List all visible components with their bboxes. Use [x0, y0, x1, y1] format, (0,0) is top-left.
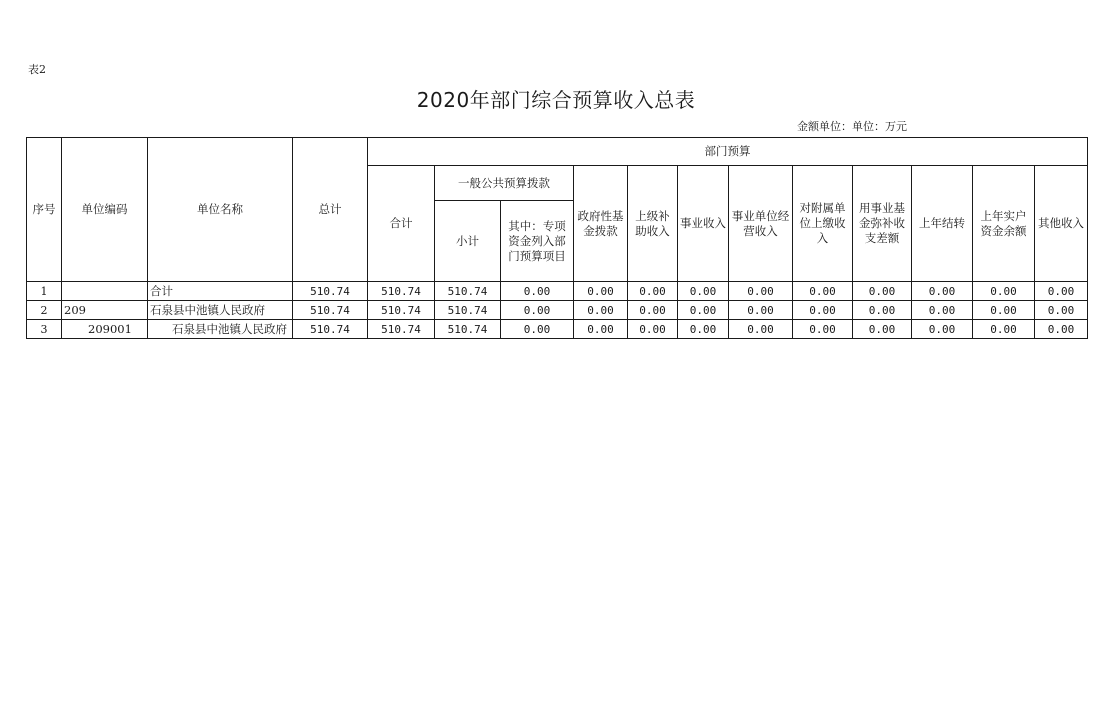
cell-career-income: 0.00: [678, 282, 729, 301]
header-career-fund-offset: 用事业基金弥补收支差额: [853, 166, 912, 282]
header-other-income: 其他收入: [1035, 166, 1088, 282]
header-unit-name: 单位名称: [148, 138, 293, 282]
cell-subtotal: 510.74: [368, 282, 435, 301]
header-seq: 序号: [27, 138, 62, 282]
cell-unit-code: 209001: [62, 320, 148, 339]
cell-gov-fund: 0.00: [574, 301, 628, 320]
cell-unit-name: 合计: [148, 282, 293, 301]
cell-career-operating: 0.00: [729, 320, 793, 339]
cell-seq: 3: [27, 320, 62, 339]
cell-superior-subsidy: 0.00: [628, 320, 678, 339]
cell-total: 510.74: [293, 282, 368, 301]
header-general-public-budget: 一般公共预算拨款: [435, 166, 574, 201]
cell-prior-year: 0.00: [912, 282, 973, 301]
cell-other-income: 0.00: [1035, 282, 1088, 301]
cell-career-fund-offset: 0.00: [853, 301, 912, 320]
cell-career-fund-offset: 0.00: [853, 282, 912, 301]
cell-career-operating: 0.00: [729, 301, 793, 320]
cell-gp-small-total: 510.74: [435, 301, 501, 320]
cell-total: 510.74: [293, 320, 368, 339]
amount-unit-note: 金额单位：单位：万元: [797, 120, 907, 133]
cell-career-income: 0.00: [678, 320, 729, 339]
cell-gov-fund: 0.00: [574, 320, 628, 339]
cell-unit-name: 石泉县中池镇人民政府: [148, 320, 293, 339]
header-affiliated-remit: 对附属单位上缴收入: [793, 166, 853, 282]
cell-seq: 2: [27, 301, 62, 320]
header-career-income: 事业收入: [678, 166, 729, 282]
cell-gp-small-total: 510.74: [435, 320, 501, 339]
cell-subtotal: 510.74: [368, 301, 435, 320]
table-number-label: 表2: [28, 63, 46, 76]
cell-gp-special-funds: 0.00: [501, 320, 574, 339]
cell-gp-small-total: 510.74: [435, 282, 501, 301]
cell-affiliated-remit: 0.00: [793, 320, 853, 339]
header-gp-small-total: 小计: [435, 201, 501, 282]
table-row: [27, 301, 1088, 320]
header-total: 总计: [293, 138, 368, 282]
table-row: [27, 320, 1088, 339]
cell-prior-balance: 0.00: [973, 301, 1035, 320]
cell-career-fund-offset: 0.00: [853, 320, 912, 339]
cell-gov-fund: 0.00: [574, 282, 628, 301]
cell-affiliated-remit: 0.00: [793, 301, 853, 320]
cell-superior-subsidy: 0.00: [628, 282, 678, 301]
cell-unit-code: 209: [62, 301, 148, 320]
cell-unit-code: [62, 282, 148, 301]
header-gp-special-funds: 其中：专项资金列入部门预算项目: [501, 201, 574, 282]
cell-total: 510.74: [293, 301, 368, 320]
cell-other-income: 0.00: [1035, 320, 1088, 339]
budget-income-table: [26, 137, 1088, 339]
header-prior-balance: 上年实户资金余额: [973, 166, 1035, 282]
cell-unit-name: 石泉县中池镇人民政府: [148, 301, 293, 320]
header-prior-year-carryover: 上年结转: [912, 166, 973, 282]
cell-superior-subsidy: 0.00: [628, 301, 678, 320]
cell-gp-special-funds: 0.00: [501, 282, 574, 301]
header-unit-code: 单位编码: [62, 138, 148, 282]
cell-prior-year: 0.00: [912, 320, 973, 339]
cell-prior-year: 0.00: [912, 301, 973, 320]
header-gov-fund: 政府性基金拨款: [574, 166, 628, 282]
cell-subtotal: 510.74: [368, 320, 435, 339]
document-title: 2020年部门综合预算收入总表: [416, 88, 696, 112]
cell-seq: 1: [27, 282, 62, 301]
cell-career-income: 0.00: [678, 301, 729, 320]
cell-prior-balance: 0.00: [973, 282, 1035, 301]
cell-prior-balance: 0.00: [973, 320, 1035, 339]
cell-affiliated-remit: 0.00: [793, 282, 853, 301]
header-career-operating: 事业单位经营收入: [729, 166, 793, 282]
header-superior-subsidy: 上级补助收入: [628, 166, 678, 282]
cell-other-income: 0.00: [1035, 301, 1088, 320]
cell-gp-special-funds: 0.00: [501, 301, 574, 320]
cell-career-operating: 0.00: [729, 282, 793, 301]
header-dept-budget: 部门预算: [368, 138, 1088, 166]
header-subtotal: 合计: [368, 166, 435, 282]
table-row: [27, 282, 1088, 301]
